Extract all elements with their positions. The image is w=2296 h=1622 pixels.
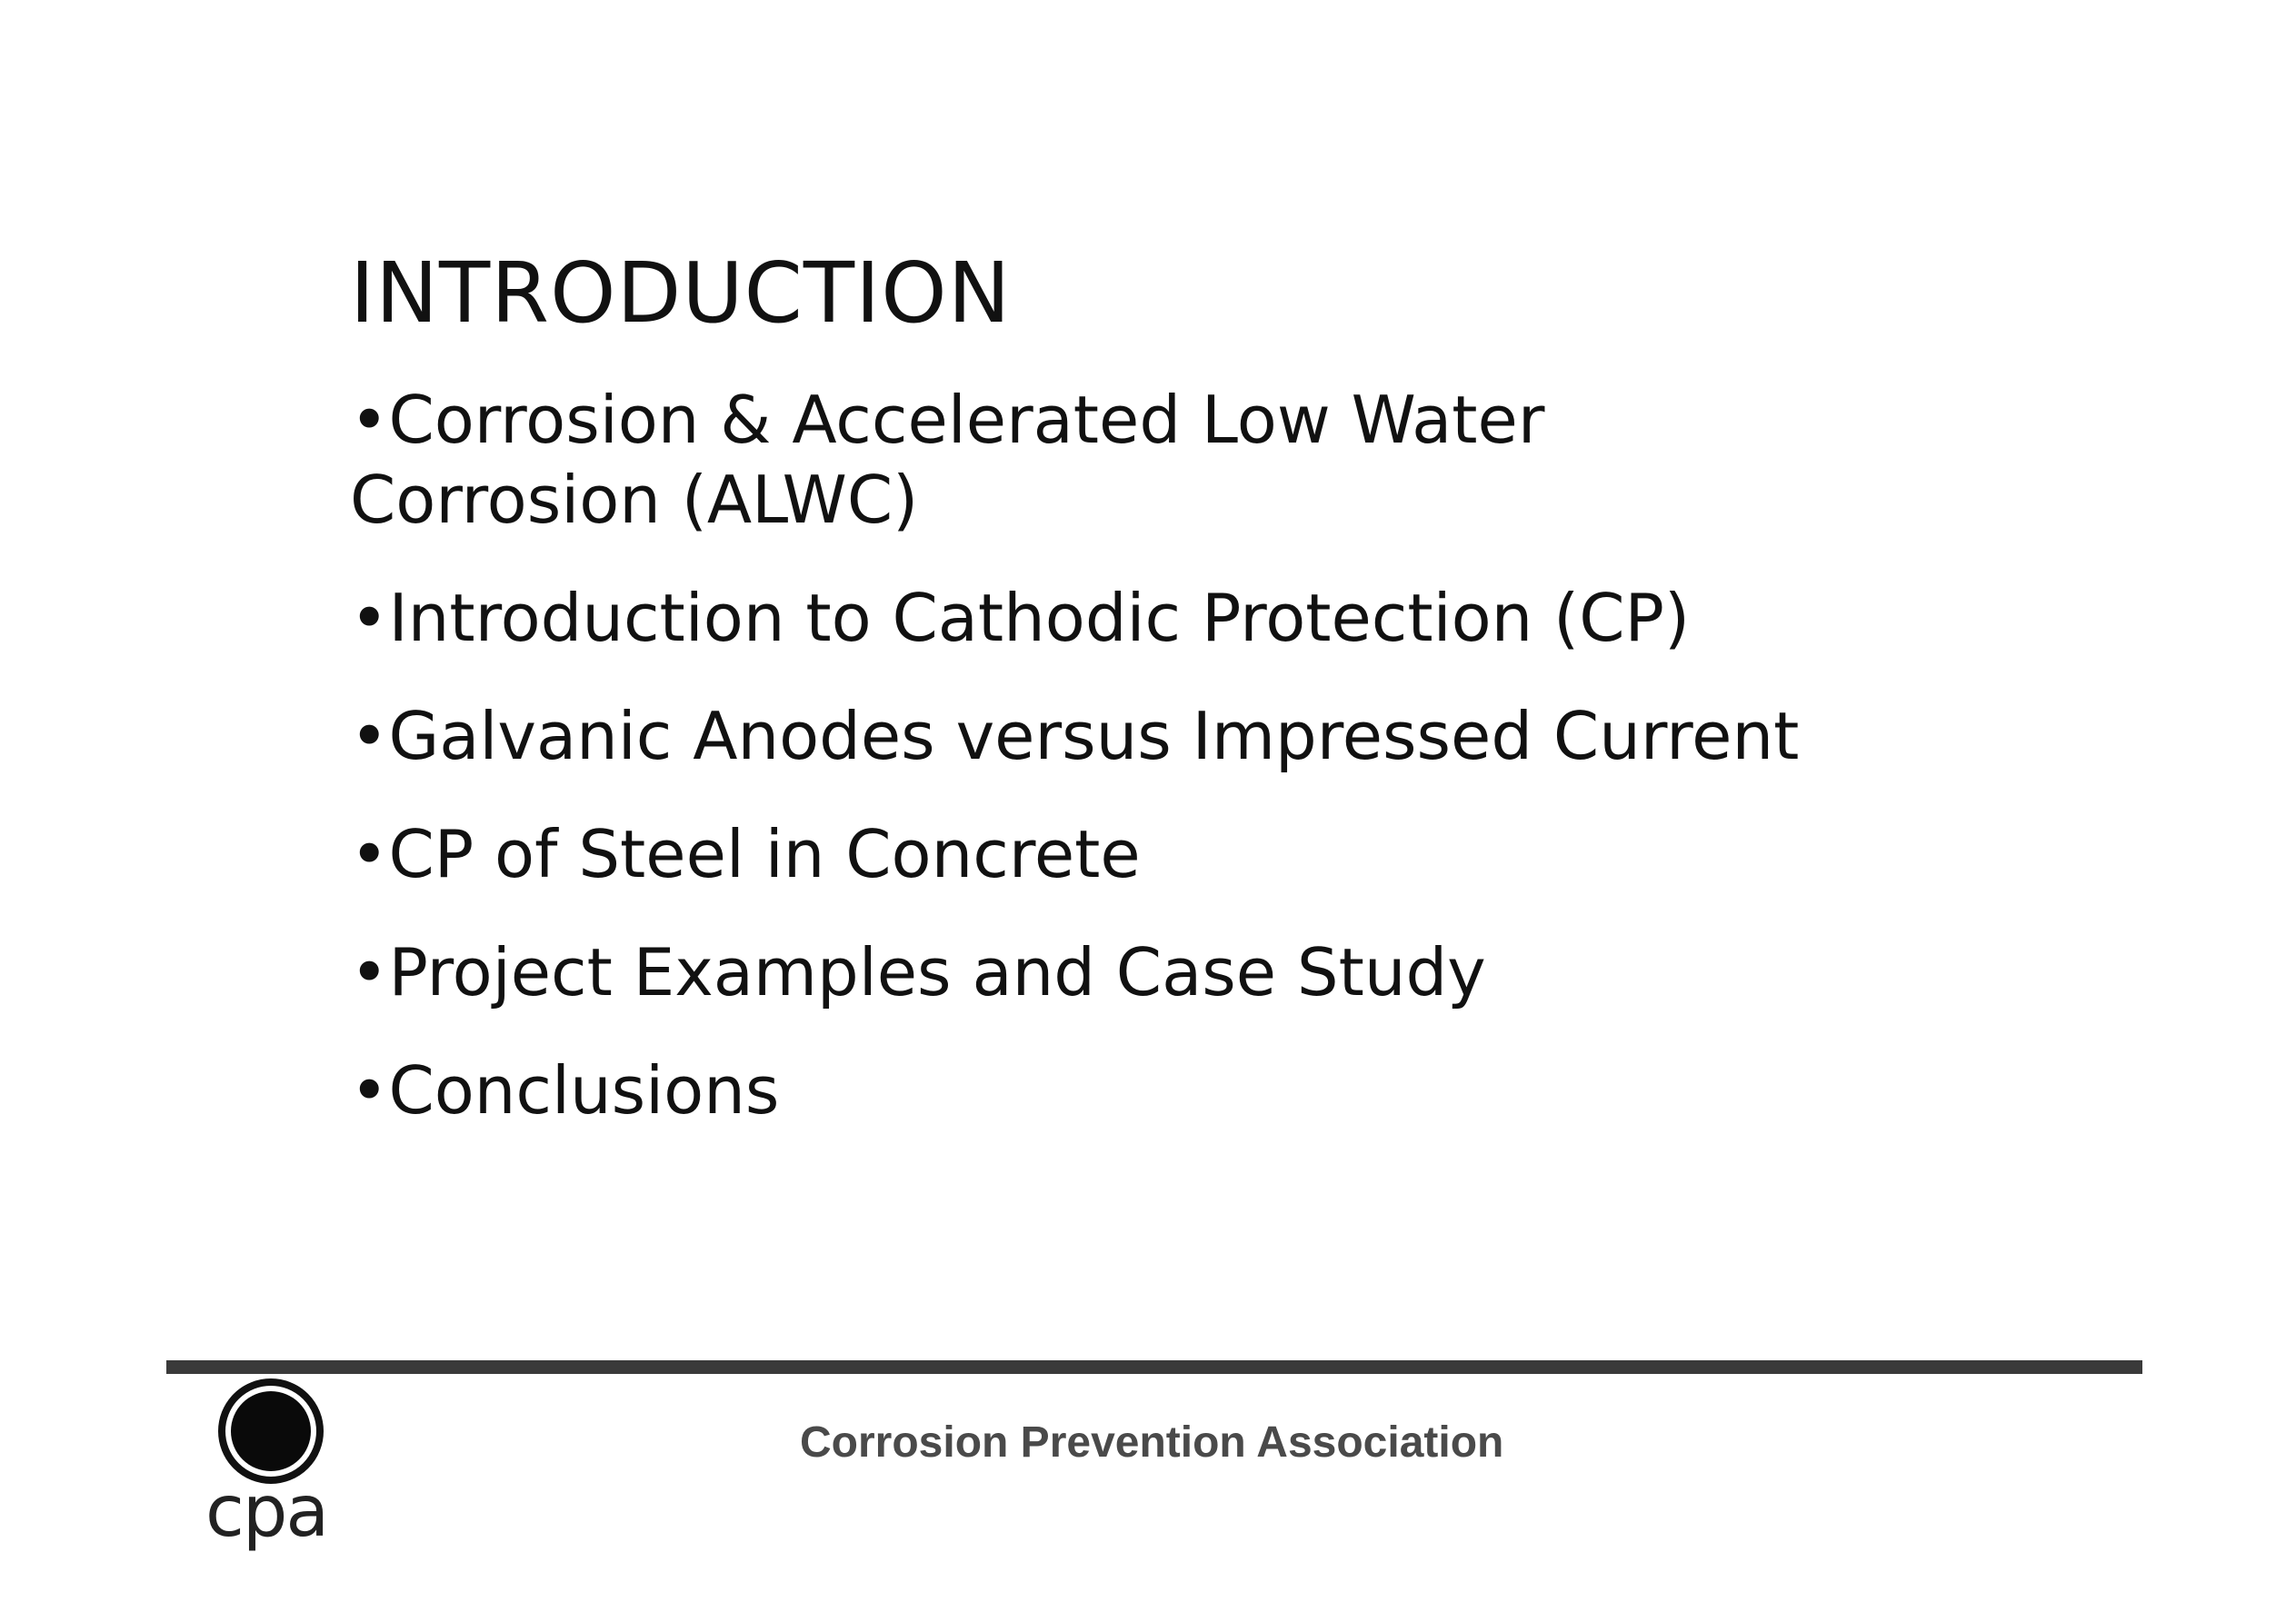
- cpa-circle-logo-icon: [216, 1377, 325, 1486]
- footer-divider: [166, 1360, 2142, 1374]
- slide-title: INTRODUCTION: [350, 244, 1012, 342]
- logo-text: cpa: [205, 1471, 328, 1553]
- bullet-item-conclusions: •Conclusions: [350, 1052, 780, 1129]
- bullet-item-galvanic-vs-impressed: •Galvanic Anodes versus Impressed Current: [350, 698, 1800, 774]
- bullet-list: [350, 380, 1895, 1169]
- bullet-item-corrosion-alwc: •Corrosion & Accelerated Low Water Corrosion (ALWC): [350, 382, 1545, 538]
- cpa-logo: [200, 1377, 345, 1558]
- bullet-item-cp-steel-concrete: •CP of Steel in Concrete: [350, 816, 1141, 892]
- bullet-item-cathodic-protection: •Introduction to Cathodic Protection (CP): [350, 580, 1691, 656]
- bullet-item-project-examples: •Project Examples and Case Study: [350, 934, 1486, 1010]
- footer-organization-name: Corrosion Prevention Association: [800, 1418, 1504, 1467]
